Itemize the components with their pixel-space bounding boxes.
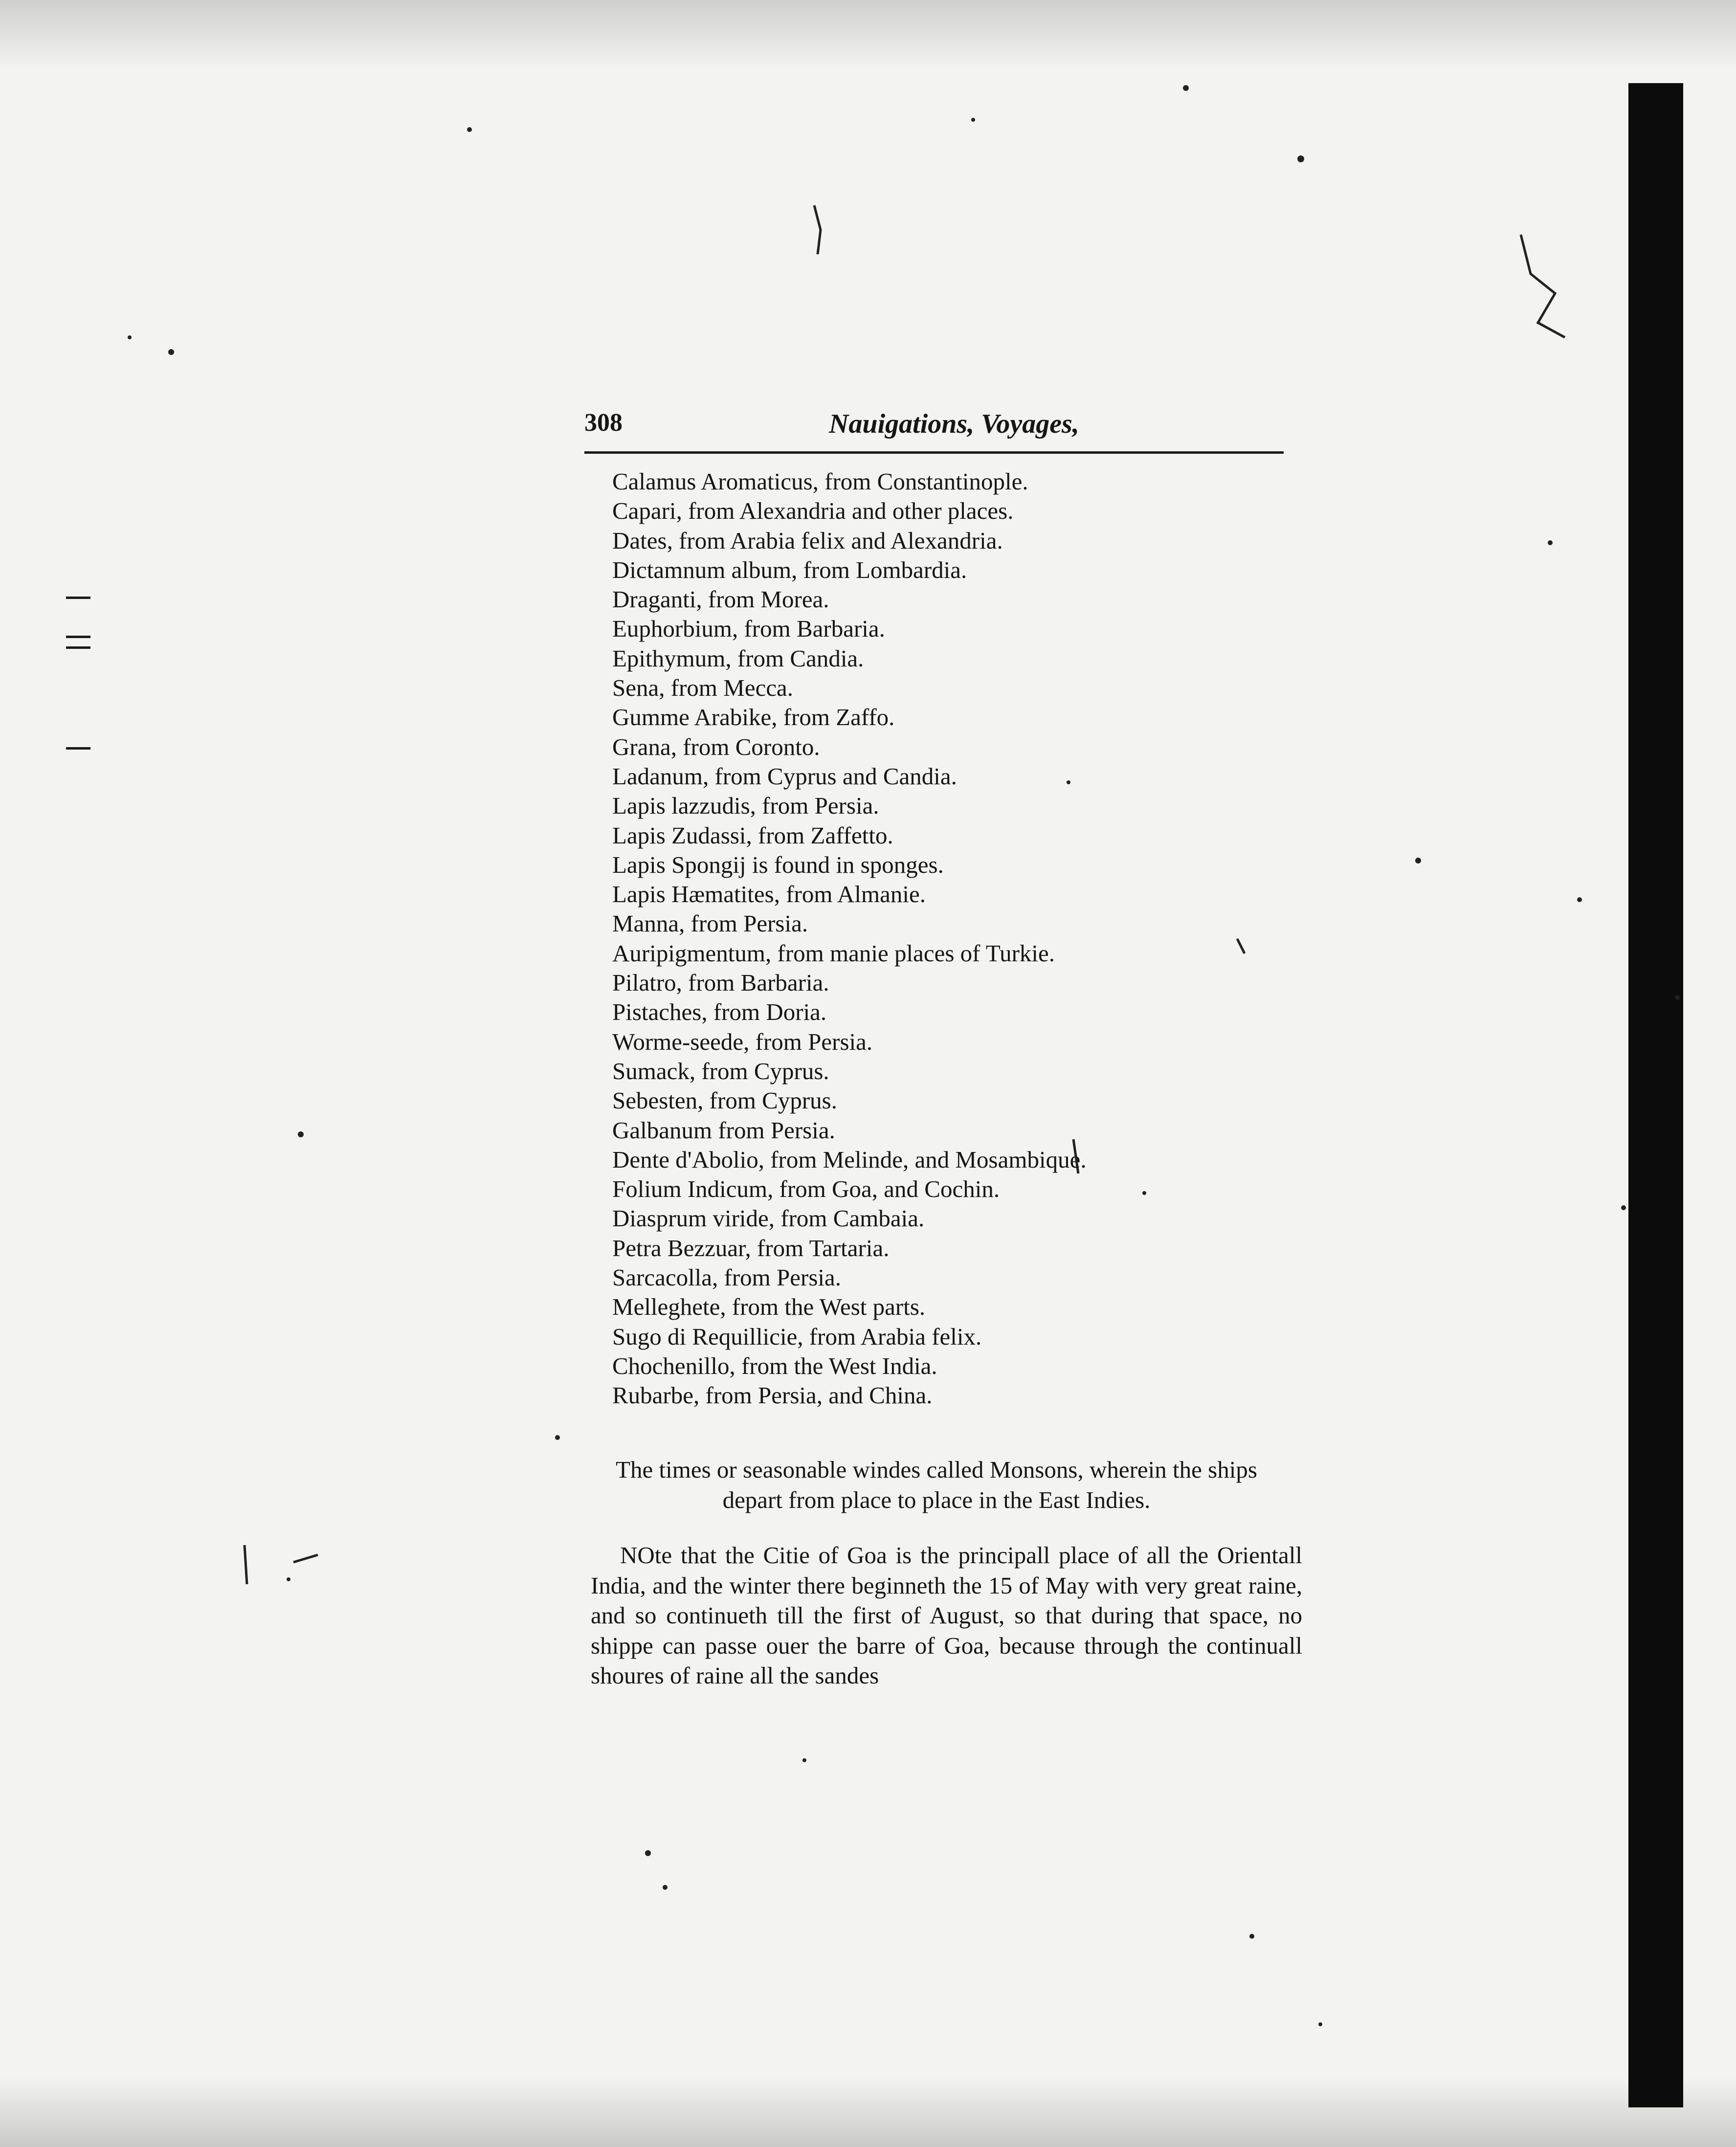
list-item: Sarcacolla, from Persia. xyxy=(612,1264,842,1291)
list-item: Draganti, from Morea. xyxy=(612,586,829,613)
list-item: Dente d'Abolio, from Melinde, and Mosambique. xyxy=(612,1146,1087,1173)
list-item: Galbanum from Persia. xyxy=(612,1116,835,1144)
margin-rule-3 xyxy=(66,646,90,649)
margin-rule-1 xyxy=(66,597,90,599)
section-heading: The times or seasonable windes called Monsons, wherein the ships depart from place to place in the East Indies. xyxy=(616,1456,1257,1513)
list-item: Rubarbe, from Persia, and China. xyxy=(612,1382,933,1409)
list-item: Folium Indicum, from Goa, and Cochin. xyxy=(612,1175,1000,1203)
list-item: Lapis Hæmatites, from Almanie. xyxy=(612,881,926,908)
list-item: Melleghete, from the West parts. xyxy=(612,1293,926,1321)
page-number: 308 xyxy=(584,409,623,437)
running-title: Nauigations, Voyages, xyxy=(829,409,1079,439)
list-item: Sebesten, from Cyprus. xyxy=(612,1087,837,1114)
header-rule xyxy=(584,451,1284,454)
list-item: Diasprum viride, from Cambaia. xyxy=(612,1205,925,1232)
list-item: Calamus Aromaticus, from Constantinople. xyxy=(612,468,1028,495)
list-item: Epithymum, from Candia. xyxy=(612,644,864,672)
list-item: Petra Bezzuar, from Tartaria. xyxy=(612,1234,890,1262)
list-item: Manna, from Persia. xyxy=(612,910,808,937)
list-item: Pilatro, from Barbaria. xyxy=(612,969,829,996)
list-item: Dates, from Arabia felix and Alexandria. xyxy=(612,527,1003,554)
margin-rule-2 xyxy=(66,636,90,638)
list-item: Gumme Arabike, from Zaffo. xyxy=(612,704,895,731)
list-item: Lapis lazzudis, from Persia. xyxy=(612,792,879,819)
list-item: Sena, from Mecca. xyxy=(612,674,794,702)
list-item: Dictamnum album, from Lombardia. xyxy=(612,556,967,583)
list-item: Euphorbium, from Barbaria. xyxy=(612,615,885,642)
list-item: Worme-seede, from Persia. xyxy=(612,1028,873,1055)
list-item: Pistaches, from Doria. xyxy=(612,998,827,1026)
margin-rule-4 xyxy=(66,747,90,750)
page-header xyxy=(584,408,1284,447)
list-item: Ladanum, from Cyprus and Candia. xyxy=(612,762,957,790)
drug-origin-list xyxy=(612,467,1087,1411)
list-item: Sumack, from Cyprus. xyxy=(612,1057,829,1085)
list-item: Lapis Spongij is found in sponges. xyxy=(612,851,944,878)
list-item: Grana, from Coronto. xyxy=(612,733,820,760)
list-item: Sugo di Requillicie, from Arabia felix. xyxy=(612,1323,982,1350)
list-item: Chochenillo, from the West India. xyxy=(612,1352,937,1379)
list-item: Auripigmentum, from manie places of Turkie. xyxy=(612,939,1055,967)
body-paragraph: NOte that the Citie of Goa is the principall place of all the Orientall India, and the winter there beginneth the 15 of May with very great raine, and so continueth till the first of August, so that during that space, no shippe can passe ouer the barre of Goa, because through the continuall shoures of raine all the sandes xyxy=(591,1542,1302,1689)
list-item: Lapis Zudassi, from Zaffetto. xyxy=(612,821,893,849)
list-item: Capari, from Alexandria and other places. xyxy=(612,497,1014,525)
